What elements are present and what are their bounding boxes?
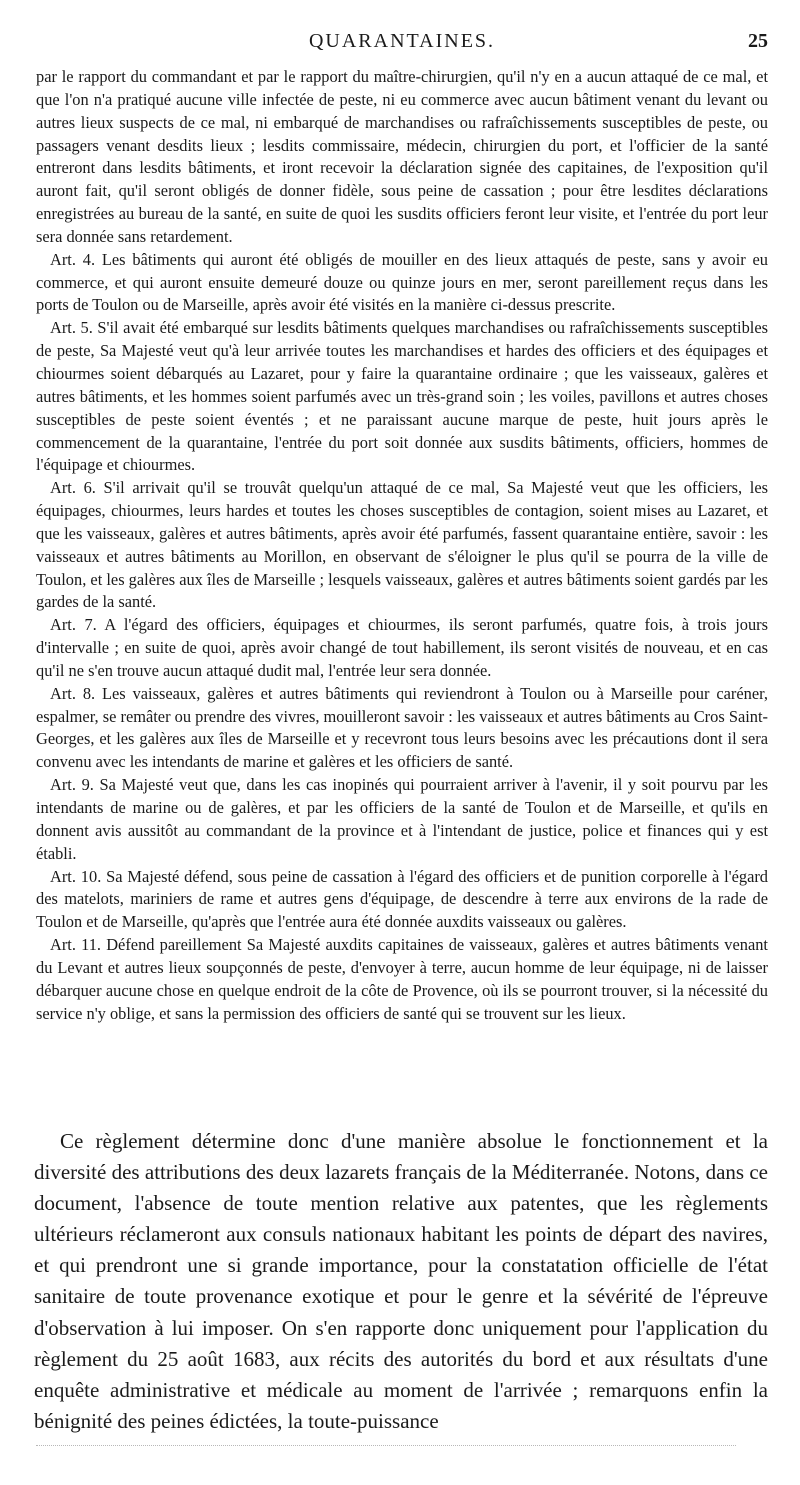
article-11: Art. 11. Défend pareillement Sa Majesté auxdits capitaines de vaisseaux, galères et autres bâtiments venant du Levant et autres lieux soupçonnés de peste, d'envoyer à terre, aucun homme de leur équipage, ni de laisser débarquer aucune chose en quelque endroit de la côte de Provence, où ils se pourront trouver, si la nécessité du service n'y oblige, et sans la permission des officiers de santé qui se trouvent sur les lieux. (36, 935, 768, 1023)
article-6: Art. 6. S'il arrivait qu'il se trouvât quelqu'un attaqué de ce mal, Sa Majesté veut que les officiers, les équipages, chiourmes, leurs hardes et toutes les choses susceptibles de contagion, soient mises au Lazaret, et que les vaisseaux, galères et autres bâtiments, après avoir été parfumés, fassent quarantaine entière, savoir : les vaisseaux et autres bâtiments au Morillon, en observant de s'éloigner le plus qu'il se pourra de la ville de Toulon, et les galères aux îles de Marseille ; lesquels vaisseaux, galères et autres bâtiments soient gardés par les gardes de la santé. (36, 478, 768, 612)
article-8: Art. 8. Les vaisseaux, galères et autres bâtiments qui reviendront à Toulon ou à Marseille pour caréner, espalmer, se remâter ou prendre des vivres, mouilleront savoir : les vaisseaux et autres bâtiments au Cros Saint-Georges, et les galères aux îles de Marseille et y recevront tous leurs besoins avec les précautions dont il sera convenu avec les intendants de marine et galères et les officiers de santé. (36, 683, 768, 772)
article-9: Art. 9. Sa Majesté veut que, dans les cas inopinés qui pourraient arriver à l'avenir, il y soit pourvu par les intendants de marine ou de galères, et par les officiers de la santé de Toulon et de Marseille, et qu'ils en donnent avis aussitôt au commandant de la province et à l'intendant de justice, police et finances qui y est établi. (36, 775, 768, 863)
page-number: 25 (748, 30, 768, 52)
regulation-intro: par le rapport du commandant et par le rapport du maître-chirurgien, qu'il n'y en a aucun attaqué de ce mal, et que l'on n'a pratiqué aucune ville infectée de peste, ni eu commerce avec aucun bâtiment venant du levant ou autres lieux suspects de ce mal, ni embarqué de marchandises ou rafraîchissements susceptibles de peste, ou passagers venant desdits lieux ; lesdits commissaire, médecin, chirurgien du port, et l'officier de la santé entreront dans lesdits bâtiments, et iront recevoir la déclaration signée des capitaines, de l'exposition qu'il auront fait, qu'il seront obligés de donner fidèle, sous peine de cassation ; pour être lesdites déclarations enregistrées au bureau de la santé, en suite de quoi les susdits officiers feront leur visite, et l'entrée du port leur sera donnée sans retardement. (36, 67, 768, 246)
running-head (36, 30, 768, 56)
bottom-divider (36, 1445, 736, 1446)
article-4: Art. 4. Les bâtiments qui auront été obligés de mouiller en des lieux attaqués de peste, sans y avoir eu commerce, et qui auront ensuite demeuré douze ou quinze jours en mer, seront pareillement reçus dans les ports de Toulon ou de Marseille, après avoir été visités en la manière ci-dessus prescrite. (36, 249, 768, 315)
article-10: Art. 10. Sa Majesté défend, sous peine de cassation à l'égard des officiers et de punition corporelle à l'égard des matelots, mariniers de rame et autres gens d'équipage, de descendre à terre aux environs de la rade de Toulon et de Marseille, qu'après que l'entrée aura été donnée auxdits vaisseaux ou galères. (36, 866, 768, 932)
article-5: Art. 5. S'il avait été embarqué sur lesdits bâtiments quelques marchandises ou rafraîchissements susceptibles de peste, Sa Majesté veut qu'à leur arrivée toutes les marchandises et hardes des officiers et des équipages et chiourmes soient débarqués au Lazaret, pour y faire la quarantaine ordinaire ; que les vaisseaux, galères et autres bâtiments, et les hommes soient parfumés avec un très-grand soin ; les voiles, pavillons et autres choses susceptibles de peste soient éventés ; et ne paraissant aucune marque de peste, huit jours après le commencement de la quarantaine, l'entrée du port soit donnée aux susdits bâtiments, officiers, hommes de l'équipage et chiourmes. (36, 318, 768, 475)
commentary-paragraph: Ce règlement détermine donc d'une manière absolue le fonctionnement et la diversité des attributions des deux lazarets français de la Méditerranée. Notons, dans ce document, l'absence de toute mention relative aux patentes, que les règlements ultérieurs réclameront aux consuls nationaux habitant les points de départ des navires, et qui prendront une si grande importance, pour la constatation officielle de l'état sanitaire de toute provenance exotique et pour le genre et la sévérité de l'épreuve d'observation à lui imposer. On s'en rapporte donc uniquement pour l'application du règlement du 25 août 1683, aux récits des autorités du bord et aux résultats d'une enquête administrative et médicale au moment de l'arrivée ; remarquons enfin la bénignité des peines édictées, la toute-puissance (34, 1129, 768, 1433)
regulation-text (36, 66, 768, 1025)
commentary-text (34, 1126, 768, 1437)
running-title: QUARANTAINES. (308, 30, 496, 52)
article-7: Art. 7. A l'égard des officiers, équipages et chiourmes, ils seront parfumés, quatre fois, à trois jours d'intervalle ; en suite de quoi, après avoir changé de tout habillement, ils seront visités de nouveau, et en cas qu'il ne s'en trouve aucun attaqué dudit mal, l'entrée leur sera donnée. (36, 615, 768, 680)
